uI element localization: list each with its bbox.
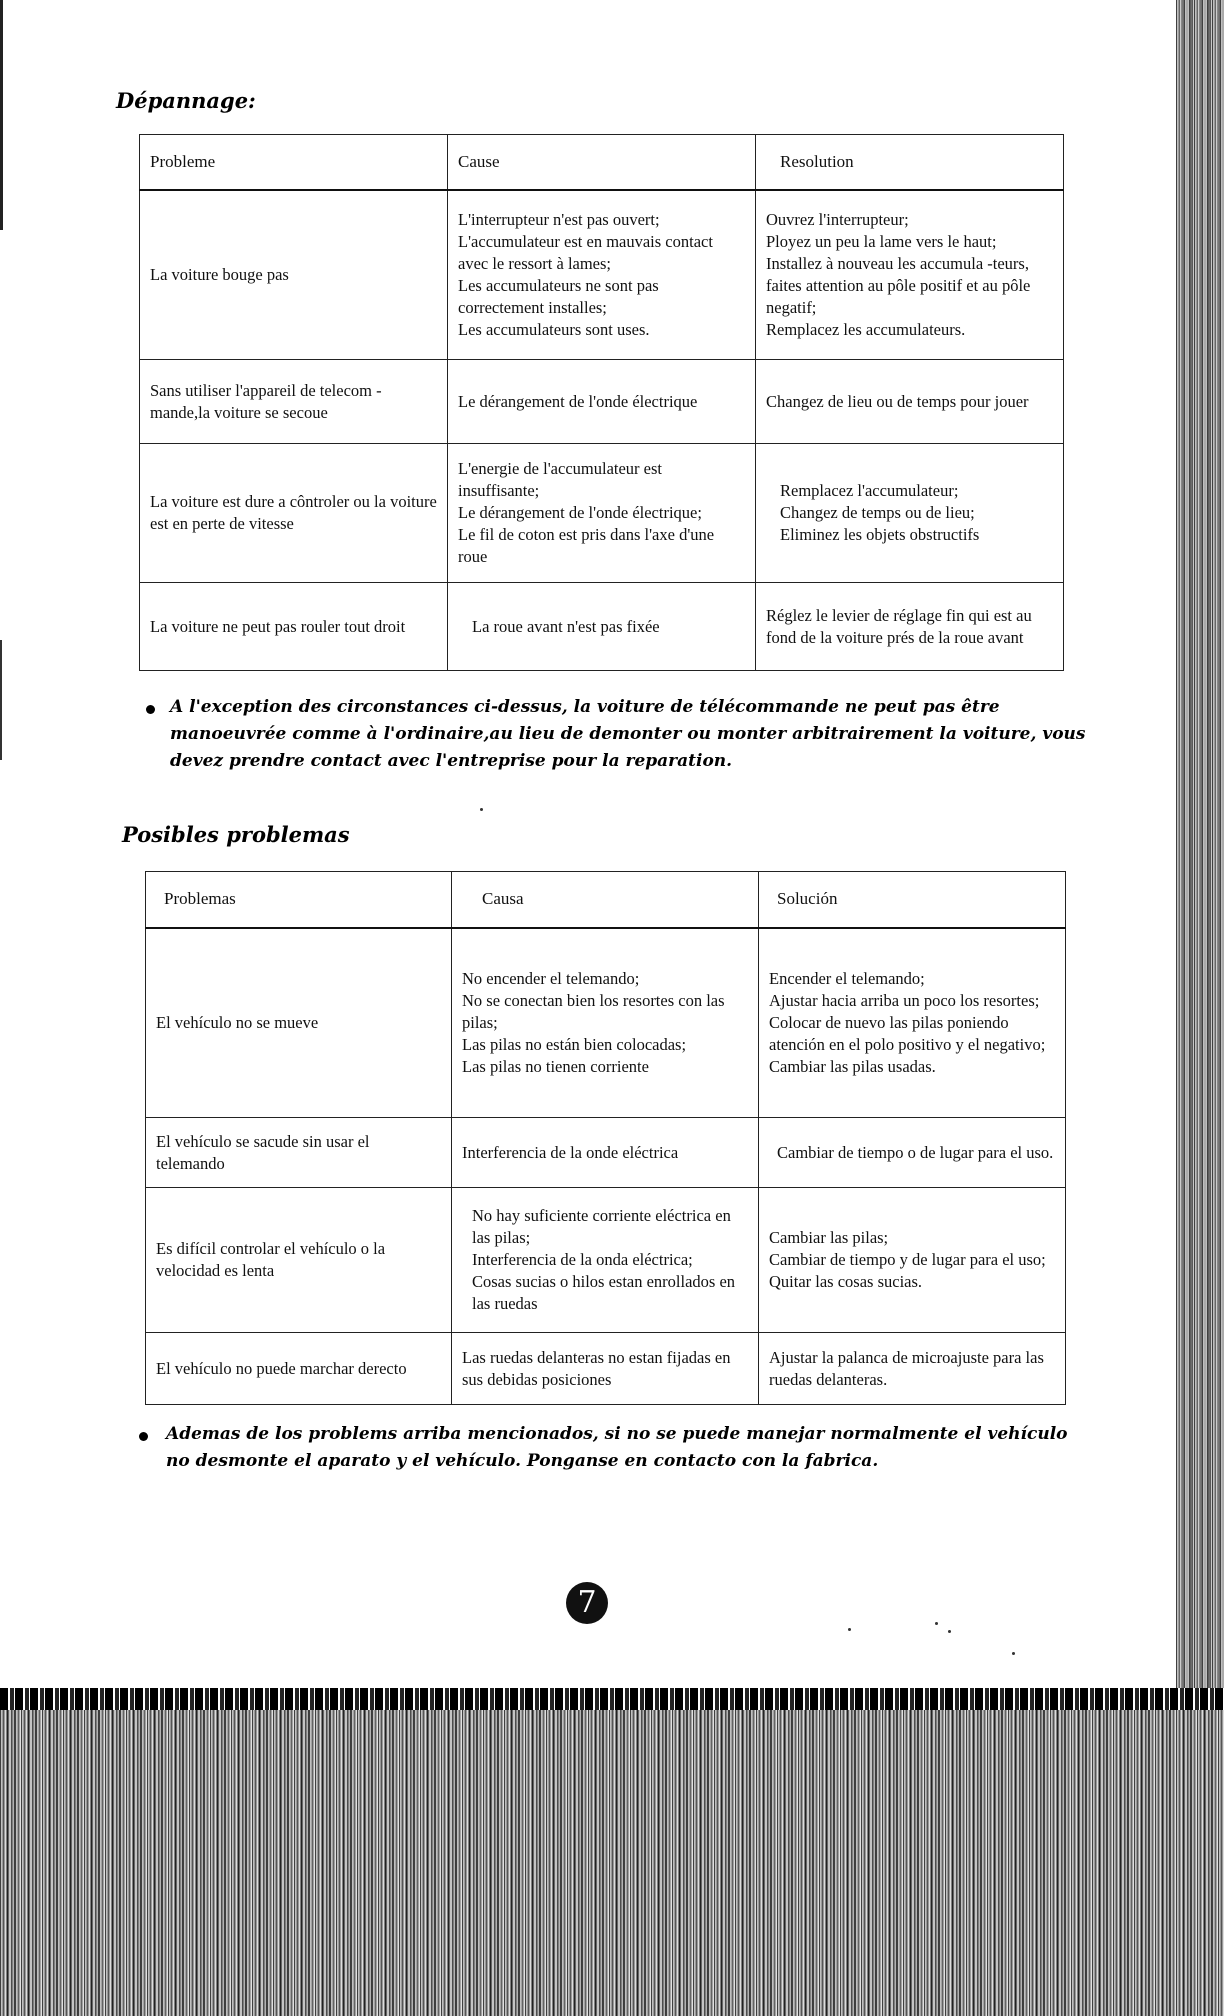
column-header-problem: Problemas bbox=[146, 872, 452, 928]
problem-cell: El vehículo se sacude sin usar el telemando bbox=[146, 1118, 452, 1188]
resolution-cell: Encender el telemando; Ajustar hacia arriba un poco los resortes; Colocar de nuevo las pilas poniendo atención en el polo positivo y el negativo; Cambiar las pilas usadas. bbox=[759, 928, 1066, 1118]
scan-edge-left-lower bbox=[0, 640, 2, 760]
cause-cell: No encender el telemando; No se conectan bien los resortes con las pilas; Las pilas no están bien colocadas; Las pilas no tienen corriente bbox=[452, 928, 759, 1118]
table-row bbox=[146, 1333, 1066, 1405]
table-row bbox=[146, 1118, 1066, 1188]
cause-cell: L'interrupteur n'est pas ouvert; L'accumulateur est en mauvais contact avec le ressort à lames; Les accumulateurs ne sont pas correctement installes; Les accumulateurs sont uses. bbox=[448, 190, 756, 360]
problem-cell: Sans utiliser l'appareil de telecom -mande,la voiture se secoue bbox=[140, 360, 448, 444]
cause-cell: La roue avant n'est pas fixée bbox=[448, 583, 756, 671]
cause-cell: Le dérangement de l'onde électrique bbox=[448, 360, 756, 444]
problem-cell: La voiture est dure a côntroler ou la voiture est en perte de vitesse bbox=[140, 444, 448, 583]
problem-cell: El vehículo no puede marchar derecto bbox=[146, 1333, 452, 1405]
table-header-row bbox=[140, 135, 1064, 190]
french-note: A l'exception des circonstances ci-dessus, la voiture de télécommande ne peut pas être manoeuvrée comme à l'ordinaire,au lieu de demonter ou monter arbitrairement la voiture, vous devez prendre contact avec l'entreprise pour la reparation. bbox=[170, 697, 1086, 771]
problem-cell: La voiture ne peut pas rouler tout droit bbox=[140, 583, 448, 671]
scan-speck bbox=[935, 1622, 938, 1625]
scan-edge-left bbox=[0, 0, 3, 230]
problem-cell: La voiture bouge pas bbox=[140, 190, 448, 360]
scan-speck bbox=[848, 1628, 851, 1631]
problem-cell: Es difícil controlar el vehículo o la velocidad es lenta bbox=[146, 1188, 452, 1333]
table-row bbox=[146, 928, 1066, 1118]
table-row bbox=[140, 360, 1064, 444]
resolution-cell: Ajustar la palanca de microajuste para las ruedas delanteras. bbox=[759, 1333, 1066, 1405]
scan-noise-bottom bbox=[0, 1688, 1224, 2016]
column-header-cause: Cause bbox=[448, 135, 756, 190]
page-number: 7 bbox=[566, 1582, 608, 1624]
spanish-heading: Posibles problemas bbox=[122, 822, 350, 847]
table-row bbox=[140, 190, 1064, 360]
column-header-resolution: Resolution bbox=[756, 135, 1064, 190]
resolution-cell: Ouvrez l'interrupteur; Ployez un peu la lame vers le haut; Installez à nouveau les accumula -teurs, faites attention au pôle positif et au pôle negatif; Remplacez les accumulateurs. bbox=[756, 190, 1064, 360]
problem-cell: El vehículo no se mueve bbox=[146, 928, 452, 1118]
resolution-cell: Changez de lieu ou de temps pour jouer bbox=[756, 360, 1064, 444]
spanish-note: Ademas de los problems arriba mencionados, si no se puede manejar normalmente el vehículo no desmonte el aparato y el vehículo. Ponganse en contacto con la fabrica. bbox=[166, 1424, 1068, 1471]
scan-speck bbox=[1012, 1652, 1015, 1655]
column-header-resolution: Solución bbox=[759, 872, 1066, 928]
resolution-cell: Réglez le levier de réglage fin qui est au fond de la voiture prés de la roue avant bbox=[756, 583, 1064, 671]
table-row bbox=[140, 583, 1064, 671]
scan-speck bbox=[948, 1630, 951, 1633]
spanish-troubleshooting-table bbox=[145, 871, 1066, 1405]
table-row bbox=[146, 1188, 1066, 1333]
cause-cell: L'energie de l'accumulateur est insuffisante; Le dérangement de l'onde électrique; Le fil de coton est pris dans l'axe d'une roue bbox=[448, 444, 756, 583]
cause-cell: Interferencia de la onde eléctrica bbox=[452, 1118, 759, 1188]
column-header-cause: Causa bbox=[452, 872, 759, 928]
scan-speck bbox=[480, 808, 483, 811]
cause-cell: Las ruedas delanteras no estan fijadas en sus debidas posiciones bbox=[452, 1333, 759, 1405]
scan-noise-right bbox=[1176, 0, 1224, 1710]
table-header-row bbox=[146, 872, 1066, 928]
column-header-problem: Probleme bbox=[140, 135, 448, 190]
cause-cell: No hay suficiente corriente eléctrica en las pilas; Interferencia de la onda eléctrica; Cosas sucias o hilos estan enrollados en las ruedas bbox=[452, 1188, 759, 1333]
bullet-icon bbox=[139, 1432, 148, 1441]
resolution-cell: Remplacez l'accumulateur; Changez de temps ou de lieu; Eliminez les objets obstructifs bbox=[756, 444, 1064, 583]
bullet-icon bbox=[146, 705, 155, 714]
french-heading: Dépannage: bbox=[116, 88, 256, 113]
resolution-cell: Cambiar las pilas; Cambiar de tiempo y de lugar para el uso; Quitar las cosas sucias. bbox=[759, 1188, 1066, 1333]
table-row bbox=[140, 444, 1064, 583]
resolution-cell: Cambiar de tiempo o de lugar para el uso. bbox=[759, 1118, 1066, 1188]
french-troubleshooting-table bbox=[139, 134, 1064, 671]
